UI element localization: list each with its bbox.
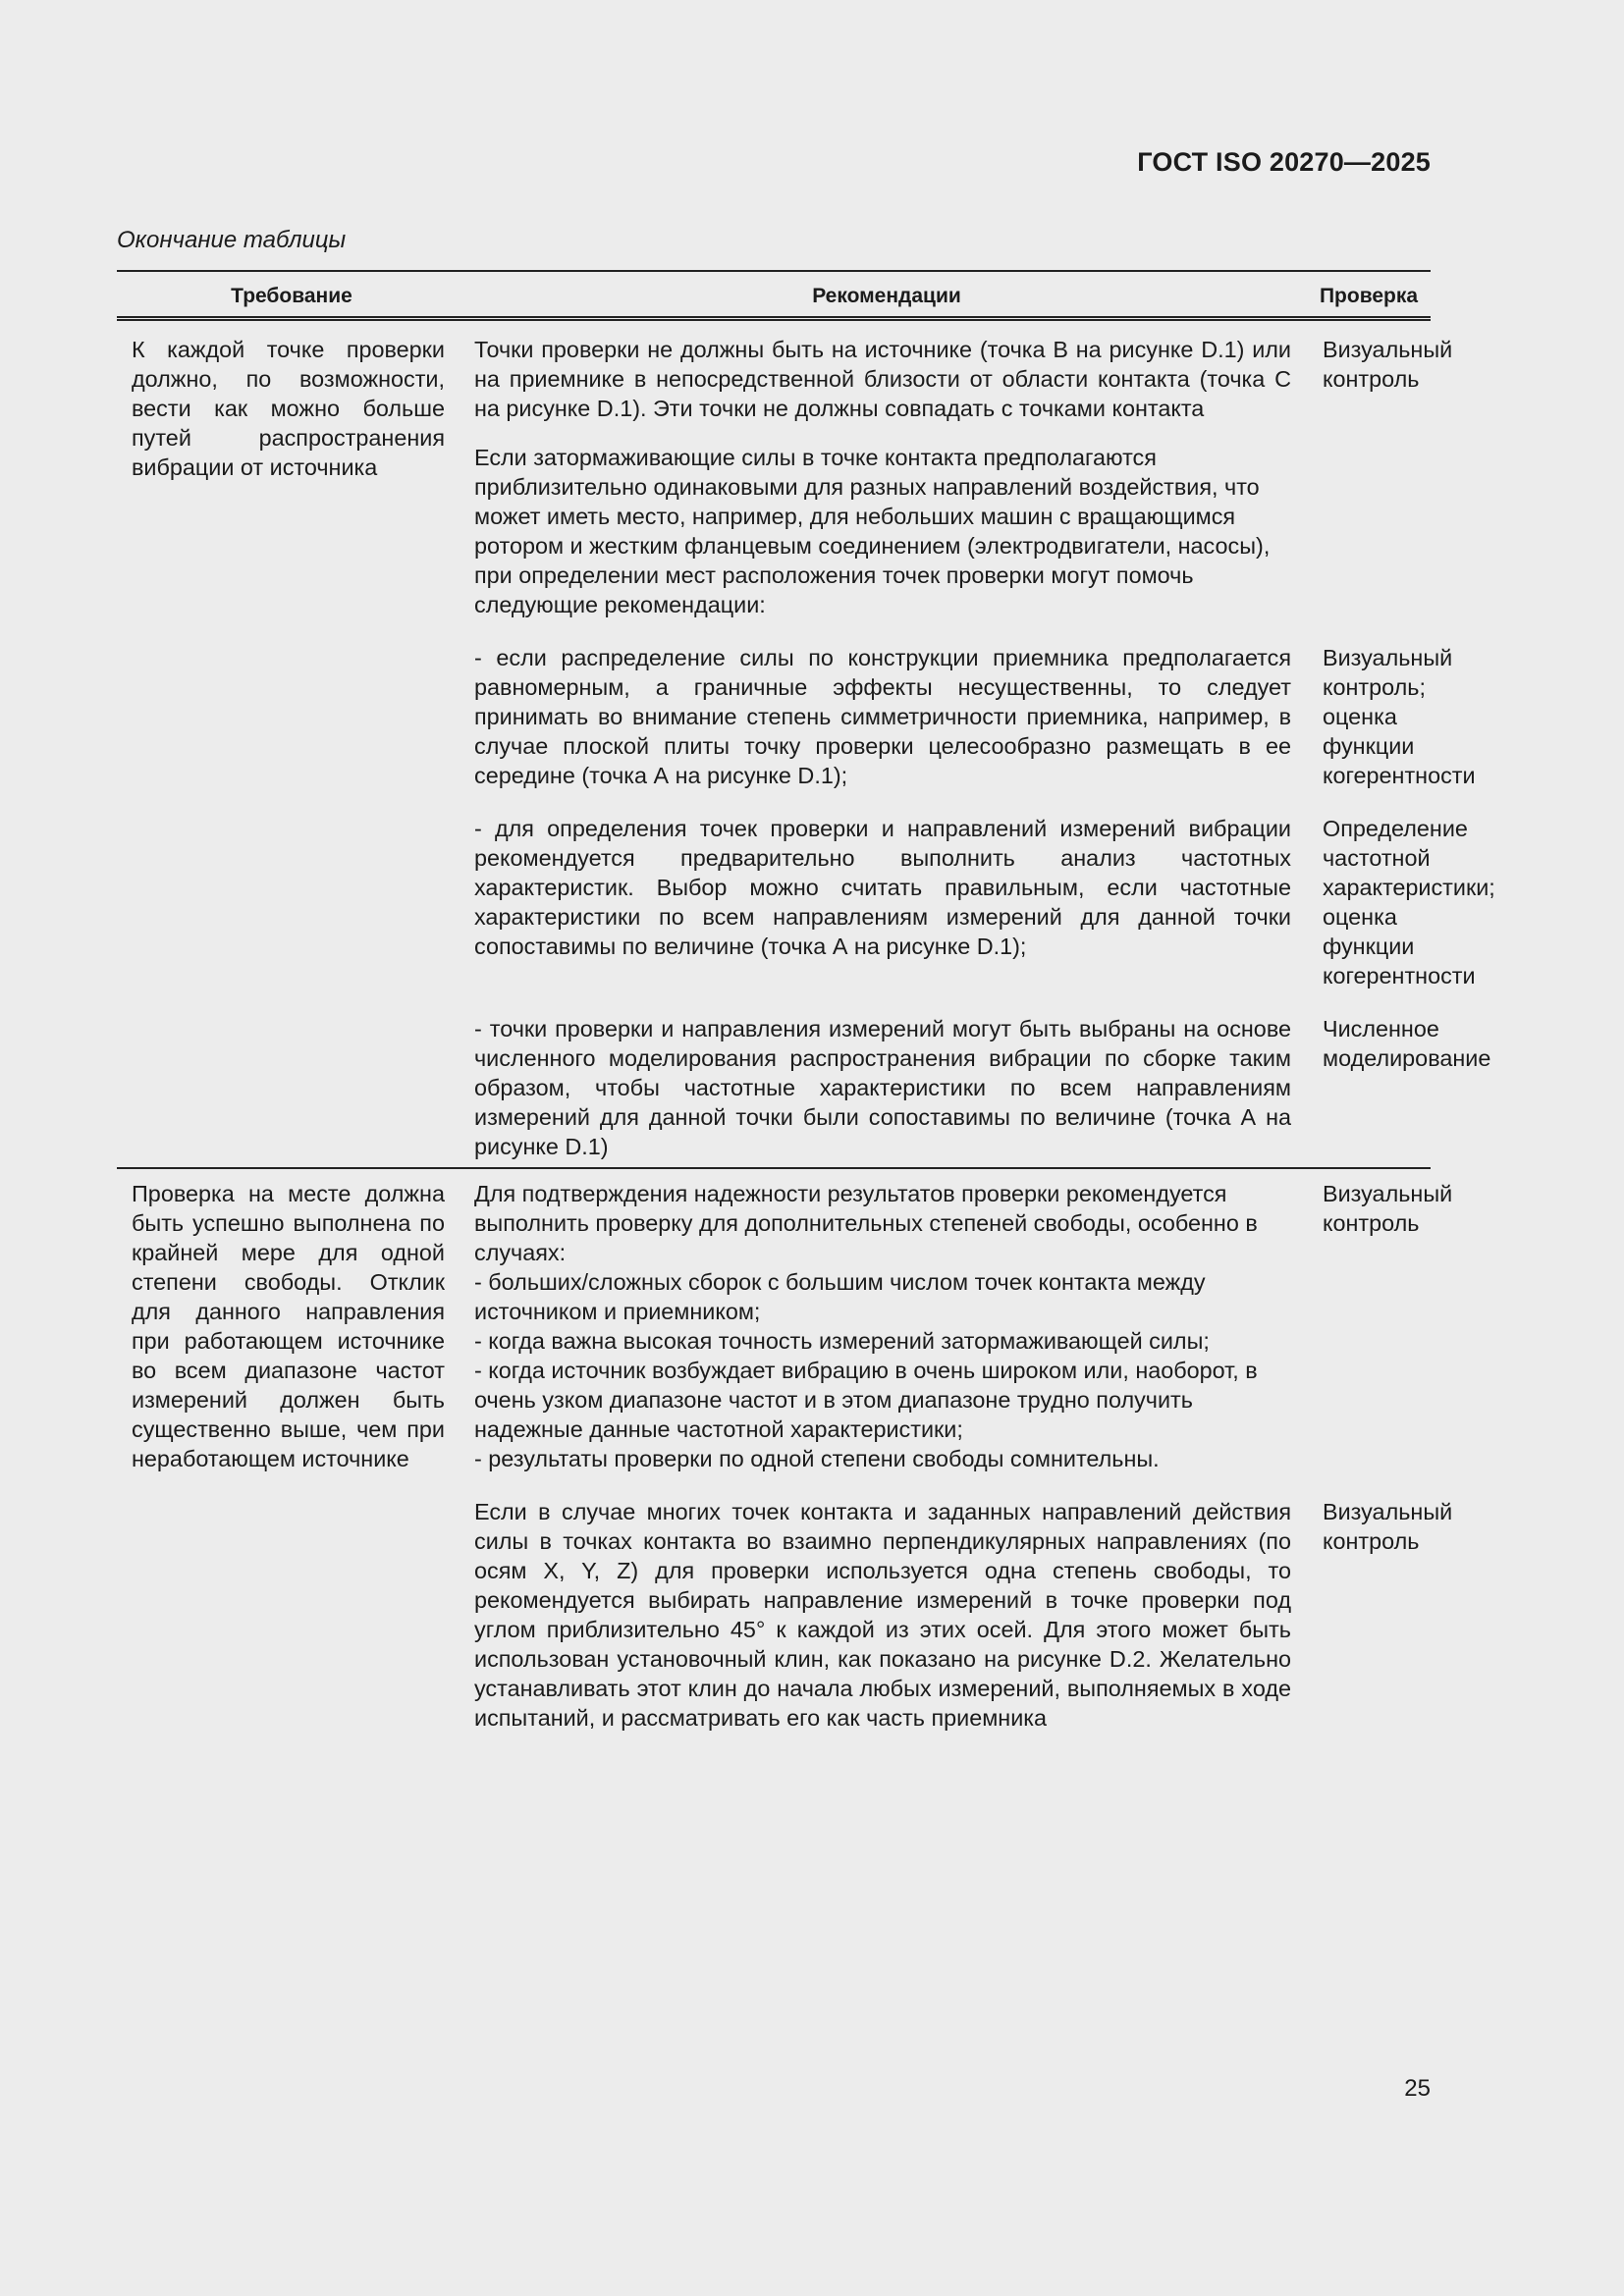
requirement-cell: Проверка на месте должна быть успешно выполнена по крайней мере для одной степени свободы. Отклик для данного направления при работающем источнике во всем диапазоне частот измерений должен быть существенно выше, чем при неработающем источнике <box>132 1181 445 1471</box>
column-header-check: Проверка <box>1307 271 1431 319</box>
recommendation-cell: Если в случае многих точек контакта и заданных направлений действия силы в точках контакта во взаимно перпендикулярных направлениях (по осям X, Y, Z) для проверки используется одна степень свободы, то рекомендуется выбирать направление измерений в точке проверки под углом приблизительно 45° к каждой из этих осей. Для этого может быть использован установочный клин, как показано на рисунке D.2. Желательно устанавливать этот клин до начала любых измерений, выполняемых в ходе испытаний, и рассматривать его как часть приемника <box>474 1499 1291 1731</box>
recommendation-cell: - если распределение силы по конструкции приемника предполагается равномерным, а граничные эффекты несущественны, то следует принимать во внимание степень симметричности приемника, например, в случае плоской плиты точку проверки целесообразно размещать в ее середине (точка А на рисунке D.1); <box>474 645 1291 788</box>
table-row <box>117 1168 1431 1473</box>
check-cell: Визуальный контроль <box>1323 337 1453 392</box>
recommendation-paragraph: Если затормаживающие силы в точке контакта предполагаются приблизительно одинаковыми для разных направлений воздействия, что может иметь место, например, для небольших машин с вращающимся ротором и жестким фланцевым соединением (электродвигатели, насосы), при определении мест расположения точек проверки могут помочь следующие рекомендации: <box>474 445 1271 617</box>
recommendation-cell <box>466 319 1307 620</box>
table-caption: Окончание таблицы <box>117 227 347 253</box>
check-cell: Визуальный контроль; оценка функции когерентности <box>1323 645 1476 788</box>
recommendation-cell: - точки проверки и направления измерений могут быть выбраны на основе численного моделирования распространения вибрации по сборке таким образом, чтобы частотные характеристики по всем направлениям измерений для данной точки были сопоставимы по величине (точка А на рисунке D.1) <box>466 990 1307 1168</box>
check-cell: Визуальный контроль <box>1323 1181 1453 1236</box>
recommendation-paragraph: Точки проверки не должны быть на источнике (точка В на рисунке D.1) или на приемнике в непосредственной близости от области контакта (точка С на рисунке D.1). Эти точки не должны совпадать с точками контакта <box>474 337 1291 421</box>
column-header-recommendations: Рекомендации <box>466 271 1307 319</box>
requirement-cell: К каждой точке проверки должно, по возможности, вести как можно больше путей распространения вибрации от источника <box>117 319 466 1169</box>
check-cell: Визуальный контроль <box>1323 1499 1453 1554</box>
column-header-requirement: Требование <box>117 271 466 319</box>
page-number: 25 <box>1404 2075 1431 2102</box>
recommendation-cell: - для определения точек проверки и направлений измерений вибрации рекомендуется предварительно выполнить анализ частотных характеристик. Выбор можно считать правильным, если частотные характеристики по всем направлениям измерений для данной точки сопоставимы по величине (точка А на рисунке D.1); <box>474 816 1291 959</box>
table-row <box>117 319 1431 620</box>
requirements-table <box>117 270 1495 1733</box>
check-cell: Определение частотной характеристики; оценка функции когерентности <box>1323 816 1495 988</box>
recommendation-paragraph: Для подтверждения надежности результатов проверки рекомендуется выполнить проверку для дополнительных степеней свободы, особенно в случаях: - больших/сложных сборок с большим числом точек контакта между источником и приемником; - когда важна высокая точность измерений затормаживающей силы; - когда источник возбуждает вибрацию в очень широком или, наоборот, в очень узком диапазоне частот и в этом диапазоне трудно получить надежные данные частотной характеристики; - результаты проверки по одной степени свободы сомнительны. <box>474 1181 1258 1471</box>
document-header: ГОСТ ISO 20270—2025 <box>1137 147 1431 177</box>
table-header-row <box>117 271 1431 319</box>
check-cell: Численное моделирование <box>1307 990 1431 1168</box>
recommendation-cell <box>466 1168 1307 1473</box>
